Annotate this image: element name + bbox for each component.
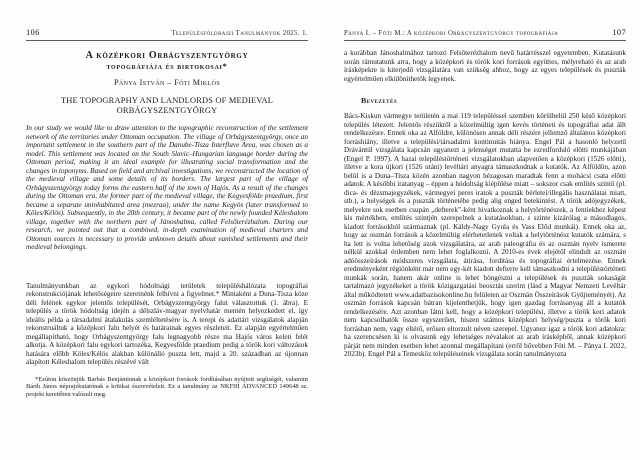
english-title-line2: ORBÁGYSZENTGYÖRGY xyxy=(116,105,218,115)
running-title: Pánya I. – Fóti M.: A középkori Orbágyszentgyörgy topográfiája xyxy=(344,30,559,37)
page-right xyxy=(344,0,626,460)
authors: Pánya István – Fóti Miklós xyxy=(113,78,221,87)
abstract-paragraph: In our study we would like to draw attention to the topographic reconstruction of the settlement network of the territories under Ottoman occupation. The village of Orbágyszentgyörgy, once an important settlement in the southern part of the Danube-Tisza Interfluve Area, was chosen as a model. This settlement was located on the South Slavic–Hungarian language border during the Ottoman period, making it an ideal example for illustrating social transformation and the changes in toponyms. Based on field and archival investigations, we reconstructed the location of the medieval village and some details of its borders. The largest part of the village of Orbágyszentgyörgy today forms the eastern half of the town of Hajós. As a result of the changes during the Ottoman era, the former part of the medieval village, the Kegyesfölde praedium, first became a separate uninhabitated area (mezraa), under the name Kegyös (later transformed to Köles/Kélös). Subsequently, in the 20th century, it became part of the newly founded Kéleshalom village, together with the northern part of Jánoshalma, called Felsőterézhalom. During our research, we pointed out that a combined, in-depth examination of medieval charters and Ottoman sources is necessary to provide unknown details about vanished settlements and their medieval belongings. xyxy=(26,124,308,251)
page-left xyxy=(26,0,308,460)
section-heading-bevezetes: Bevezetés xyxy=(361,96,398,105)
article-title-line1: A középkori Orbágyszentgyörgy xyxy=(85,50,249,61)
continuation-paragraph: a korábban Jánoshalmához tartozó Felsőterézhalom nevű határrésszel egyetemben. Kutatásunk során rámutatunk arra, hogy a középkori és török kori források együttes, mélyreható és az arab írásképekre is kiterjedő vizsgálatára van szükség ahhoz, hogy az egyes települések és puszták egyértelműen elkülöníthetők legyenek. xyxy=(344,49,626,83)
bevezetes-paragraph: Bács-Kiskun vármegye területén a mai 119 településsel szemben körülbelül 250 késő középkori település létezett. Jelentős részükről a közelmúltig igen kevés történeti és topográfiai adat állt rendelkezésre. Ennek oka az Alföldre, különösen annak déli részére jellemző általános középkori forráshiány, illetve a települési/társadalmi kontinuitás hiánya. Engel Pál a hasonló helyzetű Drávántúl vizsgálata kapcsán ugyanezt a jelenséget mutatta be ezredforduló előtti munkájában (Engel P. 1997). A hazai településtörténeti vizsgálatokban alapvetően a középkori (1526 előtti), illetve a kora újkori (1526 utáni) levéltári anyagra támaszkodnak a kutatók. Az Alföldön, azon belül is a Duna–Tisza közén azonban nagyon hézagosan maradtak fenn a mohácsi csata előtti adatok. A későbbi iratanyag – éppen a hódoltság kiépülése miatt – sokszor csak említés szintű (pl. dica- és dézsmajegyzékek, vármegyei peres iratok a puszták bérletei/illegális használatai miatt, stb.), a helységek és a puszták történetébe pedig alig enged betekintést. A török adójegyzékek, melyekre sok esetben csupán „defterek”-ként hivatkoznak a helytörténészek, a fentiekhez képest kis mértékben, említés szintjén szerepelnek a kutatásokban, s szinte kizárólag a másodlagos, kiadott forrásokból származnak (pl. Káldy-Nagy Gyula és Vass Előd munkái). Ennek oka az, hogy az oszmán források a közelmúltig elérhetetlenek voltak a helytörténész kutatók számára, s ha lett is volna lehetőség azok vizsgálatára, az arab paleográfia és az oszmán nyelv ismerete nélkül azokkal érdemben nem lehet foglalkozni. A 2010-es évek elejétől elindult az oszmán adóösszeírások módszeres vizsgálata, átírása, fordítása és topográfiai értelmezése. Ennek eredményeként régiónként már nem egy-két kiadott defterre kell támaszkodni a településtörténeti munkák során, hanem akár online is lehet böngészni a települések és puszták sokaságát tartalmazó jegyzékeket a török közigazgatási beosztás szerint (lásd a Magyar Nemzeti Levéltár által működtetett www.adatbazisokonline.hu felületen az Oszmán Összeírások Gyűjteményét). Az oszmán források kapcsán bátran kijelenthetjük, hogy igen gazdag forrásanyag áll a kutatók rendelkezésére. Azt azonban látni kell, hogy a középkori települési, illetve a török kori adatok nem kapcsolhatók össze egyszerűen, hiszen számos középkori helység/puszta a török kori forrásban nem, vagy eltérő, erősen eltorzult néven szerepel. Ugyanez igaz a török kori adatokra: ha szerencsésen ki is olvasunk egy lehetséges névalakot az arab írásképből, annak középkori párját nem minden esetben lehet azonnal megállapítani (erről bővebben Fóti M. – Pánya I. 2022, 2023b). Engel Pál a Temesköz településeinek vizsgálata során tanulmányozta xyxy=(344,112,626,358)
english-title-line1: THE TOPOGRAPHY AND LANDLORDS OF MEDIEVAL xyxy=(60,96,274,105)
intro-paragraph-hu: Tanulmányunkban az egykori hódoltsági területek településhálózata topográfiai rekonstrukciójának lehetőségeire szeretnénk felhívni a figyelmet.* Mintaként a Duna-Tisza köze déli felének egykor jelentős települését, Orbágyszentgyörgy falut választottuk (1. ábra). E település a török hódoltság idején a délszláv-magyar nyelvhatár mentén helyezkedett el, így ideális példa a társadalmi átalakulás szemléltetésére is. A terepi és adattári vizsgálatok alapján rekonstruáltuk a középkori falu helyét és határainak egyes részleteit. Ez alapján egyértelműen megállapítható, hogy Orbágyszentgyörgy falu legnagyobb része ma Hajós város keleti felét alkotja. A középkori falu egykori tartozéka, Kegyesfölde praedium pedig a török kori változások hatására előbb Köles/Kélös alakban különálló puszta lett, majd a 20. században az újonnan alapított Kéleshalom település részévé vált xyxy=(26,281,308,366)
journal-title: Településföldrajzi Tanulmányok 2025. 1. xyxy=(171,30,308,37)
page-number-left: 106 xyxy=(26,27,40,37)
running-head-left xyxy=(26,0,308,41)
page-number-right: 107 xyxy=(612,27,626,37)
footnote: *Ezúton köszönjük Barbás Benjáminnak a középkori források fordításában nyújtott segítségét, valamint Bárth János néprajzkutatónak a kritikai észrevételeit. Ez a tanulmány az NKFIH ADVANCED 149648 sz. projekt keretében valósult meg. xyxy=(26,375,308,398)
article-title-line2: topográfiája és birtokosai* xyxy=(106,61,228,71)
running-head-right xyxy=(344,0,626,41)
